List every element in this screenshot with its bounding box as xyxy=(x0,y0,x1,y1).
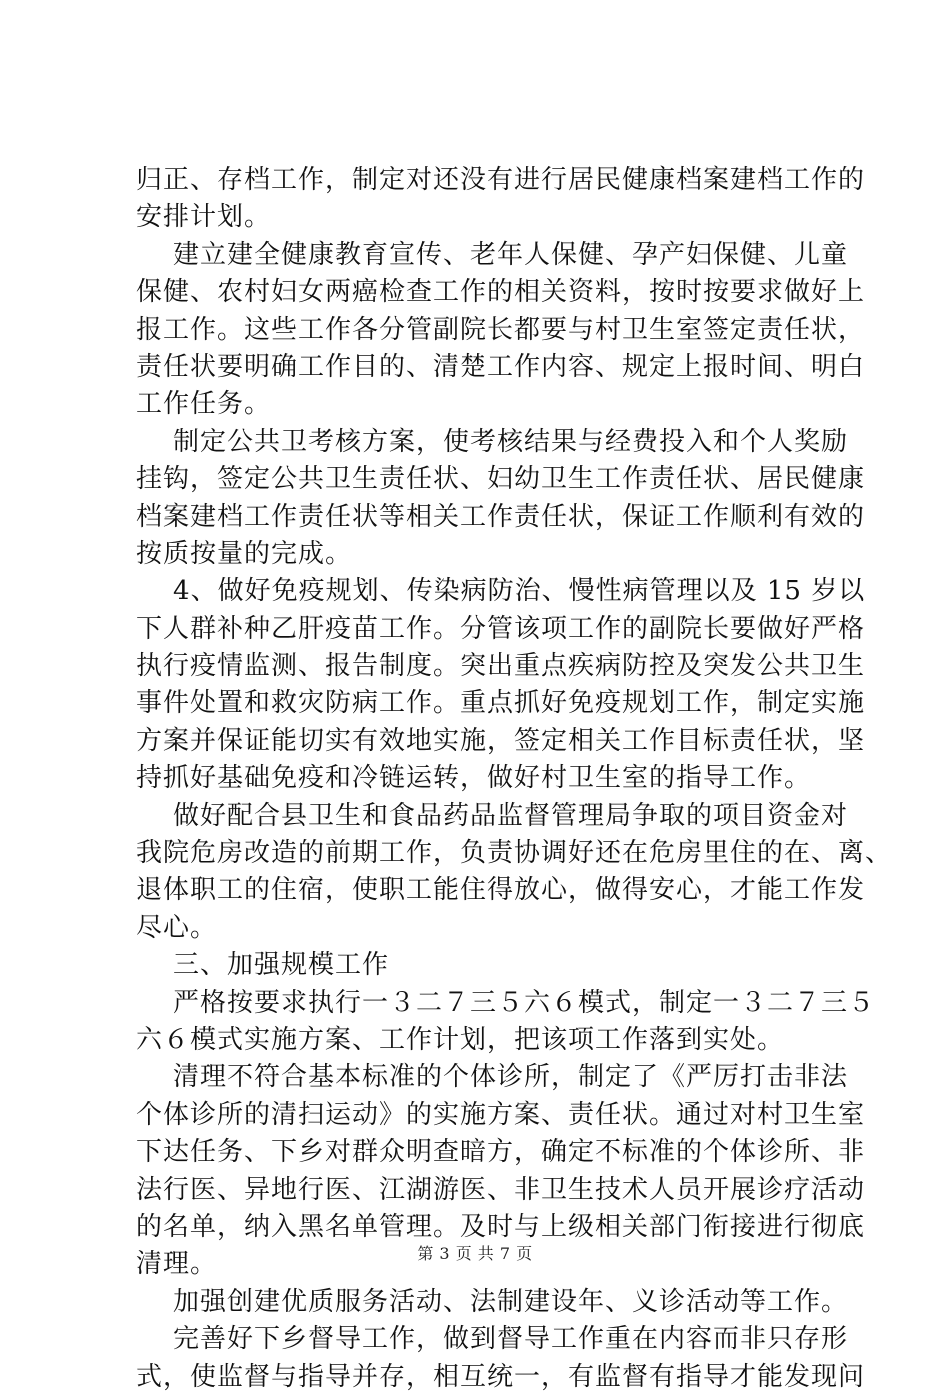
text-line: 保健、农村妇女两癌检查工作的相关资料，按时按要求做好上 xyxy=(136,277,866,308)
text-line: 建立建全健康教育宣传、老年人保健、孕产妇保健、儿童 xyxy=(136,239,849,270)
text-line: 下达任务、下乡对群众明查暗方，确定不标准的个体诊所、非 xyxy=(136,1137,866,1168)
text-line: 我院危房改造的前期工作，负责协调好还在危房里住的在、离、 xyxy=(136,838,893,869)
text-line: 尽心。 xyxy=(136,912,218,943)
text-line: 清理不符合基本标准的个体诊所，制定了《严厉打击非法 xyxy=(136,1062,849,1093)
text-line: 执行疫情监测、报告制度。突出重点疾病防控及突发公共卫生 xyxy=(136,651,866,682)
text-line: 加强创建优质服务活动、法制建设年、义诊活动等工作。 xyxy=(136,1286,849,1317)
document-body xyxy=(136,162,893,1396)
text-line: 责任状要明确工作目的、清楚工作内容、规定上报时间、明白 xyxy=(136,351,866,382)
text-line: 工作任务。 xyxy=(136,389,272,420)
text-line: 的名单，纳入黑名单管理。及时与上级相关部门衔接进行彻底 xyxy=(136,1211,866,1242)
text-line: 4、做好免疫规划、传染病防治、慢性病管理以及 15 岁以 xyxy=(136,576,866,607)
text-line: 方案并保证能切实有效地实施，签定相关工作目标责任状，坚 xyxy=(136,725,866,756)
text-line: 档案建档工作责任状等相关工作责任状，保证工作顺利有效的 xyxy=(136,501,866,532)
text-line: 清理。 xyxy=(136,1249,218,1280)
text-line: 做好配合县卫生和食品药品监督管理局争取的项目资金对 xyxy=(136,800,849,831)
text-line: 持抓好基础免疫和冷链运转，做好村卫生室的指导工作。 xyxy=(136,763,812,794)
text-line: 挂钩，签定公共卫生责任状、妇幼卫生工作责任状、居民健康 xyxy=(136,464,866,495)
text-line: 完善好下乡督导工作，做到督导工作重在内容而非只存形 xyxy=(136,1324,849,1355)
text-line: 退体职工的住宿，使职工能住得放心，做得安心，才能工作发 xyxy=(136,875,866,906)
text-line: 制定公共卫考核方案，使考核结果与经费投入和个人奖励 xyxy=(136,426,849,457)
text-line: 法行医、异地行医、江湖游医、非卫生技术人员开展诊疗活动 xyxy=(136,1174,866,1205)
text-line: 式，使监督与指导并存，相互统一，有监督有指导才能发现问 xyxy=(136,1361,866,1392)
text-line: 严格按要求执行一３二７三５六６模式，制定一３二７三５ xyxy=(136,987,876,1018)
text-line: 报工作。这些工作各分管副院长都要与村卫生室签定责任状， xyxy=(136,314,866,345)
text-line: 按质按量的完成。 xyxy=(136,538,353,569)
text-line: 归正、存档工作，制定对还没有进行居民健康档案建档工作的 xyxy=(136,165,866,195)
text-line: 安排计划。 xyxy=(136,202,272,233)
text-line: 个体诊所的清扫运动》的实施方案、责任状。通过对村卫生室 xyxy=(136,1099,866,1130)
text-line: 六６模式实施方案、工作计划，把该项工作落到实处。 xyxy=(136,1024,785,1055)
text-line: 事件处置和救灾防病工作。重点抓好免疫规划工作，制定实施 xyxy=(136,688,866,719)
text-line: 下人群补种乙肝疫苗工作。分管该项工作的副院长要做好严格 xyxy=(136,613,866,644)
section-heading: 三、加强规模工作 xyxy=(136,950,390,981)
page-number-footer: 第 3 页 共 7 页 xyxy=(417,1244,533,1263)
